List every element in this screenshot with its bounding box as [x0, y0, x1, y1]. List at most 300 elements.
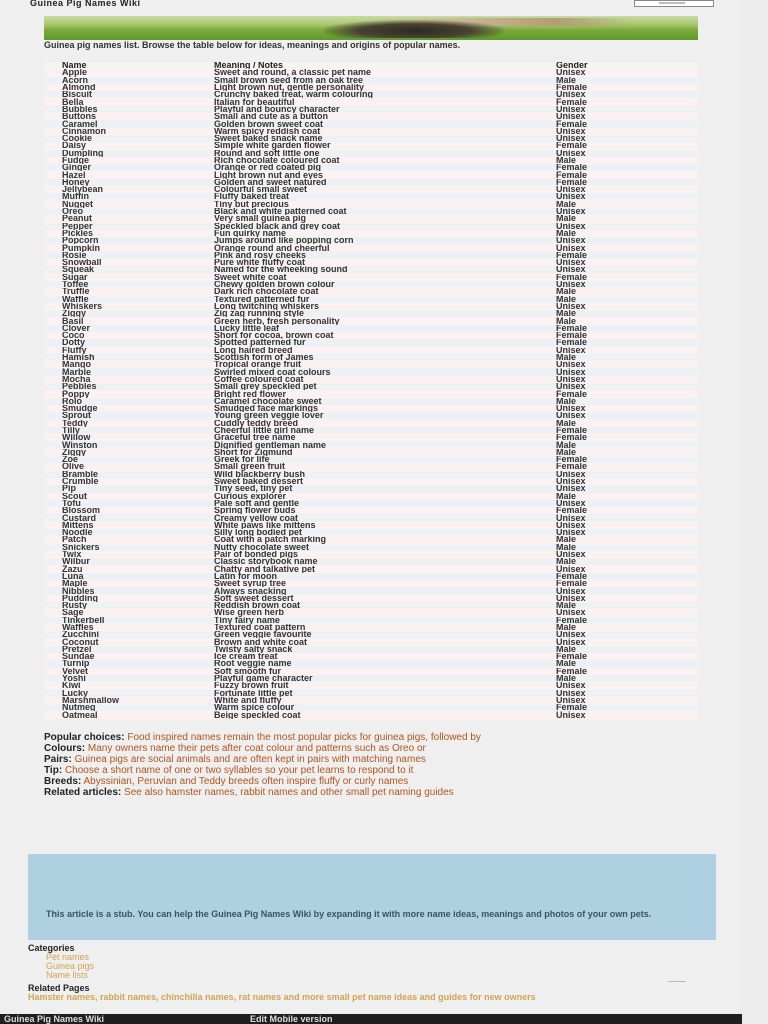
cell-gender: Female	[556, 668, 698, 675]
cell-meaning: Silly long bodied pet	[214, 529, 556, 536]
table-row	[44, 507, 698, 514]
cell-name[interactable]: Snowball	[44, 259, 214, 266]
cell-gender: Female	[556, 98, 698, 105]
cell-gender: Female	[556, 427, 698, 434]
cell-name[interactable]: Truffle	[44, 288, 214, 295]
cell-gender: Female	[556, 580, 698, 587]
cell-meaning: Golden brown sweet coat	[214, 120, 556, 127]
cell-gender: Unisex	[556, 697, 698, 704]
cell-gender: Unisex	[556, 638, 698, 645]
cell-gender: Female	[556, 339, 698, 346]
footer-bar	[0, 1014, 742, 1024]
cell-meaning: White paws like mittens	[214, 522, 556, 529]
cell-meaning: Green herb, fresh personality	[214, 317, 556, 324]
note-label: Tip:	[44, 765, 63, 776]
table-row	[44, 514, 698, 521]
cell-meaning: Cheerful little girl name	[214, 427, 556, 434]
header-banner-image	[44, 16, 698, 40]
cell-meaning: Brown and white coat	[214, 638, 556, 645]
note-text[interactable]: Choose a short name of one or two syllables so your pet learns to respond to it	[64, 765, 414, 776]
cell-name[interactable]: Dumpling	[44, 150, 214, 157]
cell-gender: Female	[556, 704, 698, 711]
cell-gender: Unisex	[556, 128, 698, 135]
cell-name[interactable]: Toffee	[44, 281, 214, 288]
note-text[interactable]: Abyssinian, Peruvian and Teddy breeds often inspire fluffy or curly names	[83, 776, 409, 787]
cell-name[interactable]: Yoshi	[44, 675, 214, 682]
cell-name[interactable]: Basil	[44, 317, 214, 324]
table-row	[44, 171, 698, 178]
cell-name[interactable]: Bramble	[44, 471, 214, 478]
cell-name[interactable]: Zoe	[44, 456, 214, 463]
site-title[interactable]: Guinea Pig Names Wiki	[30, 0, 141, 8]
cell-gender: Female	[556, 142, 698, 149]
cell-gender: Male	[556, 317, 698, 324]
cell-name[interactable]: Fudge	[44, 157, 214, 164]
cell-meaning: Pure white fluffy coat	[214, 259, 556, 266]
cell-name[interactable]: Ziggy	[44, 310, 214, 317]
cell-name[interactable]: Mango	[44, 361, 214, 368]
cell-gender: Unisex	[556, 368, 698, 375]
cell-meaning: Wise green herb	[214, 609, 556, 616]
cell-meaning: Soft smooth fur	[214, 668, 556, 675]
note-item	[44, 776, 684, 787]
cell-gender: Male	[556, 157, 698, 164]
cell-name[interactable]: Pepper	[44, 223, 214, 230]
table-row	[44, 463, 698, 470]
cell-name[interactable]: Cinnamon	[44, 128, 214, 135]
table-row	[44, 179, 698, 186]
table-row	[44, 617, 698, 624]
table-row	[44, 558, 698, 565]
cell-gender: Unisex	[556, 529, 698, 536]
table-row	[44, 529, 698, 536]
table-row	[44, 113, 698, 120]
cell-name[interactable]: Dotty	[44, 339, 214, 346]
cell-meaning: Warm spicy reddish coat	[214, 128, 556, 135]
cell-gender: Unisex	[556, 522, 698, 529]
cell-name[interactable]: Daisy	[44, 142, 214, 149]
cell-meaning: Twisty salty snack	[214, 646, 556, 653]
cell-name[interactable]: Pebbles	[44, 383, 214, 390]
cell-gender: Male	[556, 493, 698, 500]
table-row	[44, 631, 698, 638]
cell-name[interactable]: Tilly	[44, 427, 214, 434]
cell-meaning: Playful game character	[214, 675, 556, 682]
table-row	[44, 536, 698, 543]
table-row	[44, 303, 698, 310]
cell-gender: Unisex	[556, 361, 698, 368]
cell-meaning: Caramel chocolate sweet	[214, 398, 556, 405]
table-row	[44, 595, 698, 602]
cell-meaning: Young green veggie lover	[214, 412, 556, 419]
cell-name[interactable]: Sundae	[44, 653, 214, 660]
cell-name[interactable]: Maple	[44, 580, 214, 587]
cell-gender: Unisex	[556, 69, 698, 76]
cell-name[interactable]: Smudge	[44, 405, 214, 412]
cell-meaning: Chatty and talkative pet	[214, 565, 556, 572]
cell-name[interactable]: Snickers	[44, 544, 214, 551]
search-input[interactable]	[634, 0, 714, 7]
table-row	[44, 325, 698, 332]
table-row	[44, 383, 698, 390]
cell-gender: Unisex	[556, 565, 698, 572]
cell-name[interactable]: Hamish	[44, 354, 214, 361]
note-text[interactable]: Food inspired names remain the most popular picks for guinea pigs, followed by	[127, 732, 481, 743]
cell-gender: Female	[556, 120, 698, 127]
table-row	[44, 580, 698, 587]
cell-name[interactable]: Ziggy	[44, 449, 214, 456]
cell-gender: Unisex	[556, 631, 698, 638]
cell-gender: Male	[556, 420, 698, 427]
cell-name[interactable]: Waffles	[44, 624, 214, 631]
cell-name[interactable]: Buttons	[44, 113, 214, 120]
cell-name[interactable]: Honey	[44, 179, 214, 186]
cell-name[interactable]: Marshmallow	[44, 697, 214, 704]
cell-name[interactable]: Coco	[44, 332, 214, 339]
cell-name[interactable]: Ginger	[44, 164, 214, 171]
cell-name[interactable]: Luna	[44, 573, 214, 580]
cell-meaning: Pair of bonded pigs	[214, 551, 556, 558]
table-row	[44, 128, 698, 135]
cell-name[interactable]: Zucchini	[44, 631, 214, 638]
cell-meaning: Curious explorer	[214, 493, 556, 500]
cell-gender: Unisex	[556, 471, 698, 478]
cell-gender: Unisex	[556, 266, 698, 273]
cell-name[interactable]: Acorn	[44, 77, 214, 84]
note-item	[44, 787, 684, 798]
cell-name[interactable]: Muffin	[44, 193, 214, 200]
cell-name[interactable]: Olive	[44, 463, 214, 470]
cell-name[interactable]: Pudding	[44, 595, 214, 602]
cell-meaning: Greek for life	[214, 456, 556, 463]
cell-meaning: Fortunate little pet	[214, 690, 556, 697]
table-row	[44, 120, 698, 127]
cell-name[interactable]: Fluffy	[44, 347, 214, 354]
cell-gender: Unisex	[556, 405, 698, 412]
cell-meaning: Round and soft little one	[214, 150, 556, 157]
cell-name[interactable]: Lucky	[44, 690, 214, 697]
table-row	[44, 186, 698, 193]
cell-meaning: Spotted patterned fur	[214, 339, 556, 346]
cell-gender: Unisex	[556, 595, 698, 602]
table-row	[44, 638, 698, 645]
cell-gender: Unisex	[556, 150, 698, 157]
table-row	[44, 427, 698, 434]
cell-meaning: Small grey speckled pet	[214, 383, 556, 390]
cell-meaning: Zig zag running style	[214, 310, 556, 317]
banner-subject	[324, 20, 504, 38]
cell-name[interactable]: Scout	[44, 493, 214, 500]
cell-name[interactable]: Whiskers	[44, 303, 214, 310]
note-label: Pairs:	[44, 754, 72, 765]
cell-name[interactable]: Oatmeal	[44, 711, 214, 718]
cell-name[interactable]: Noodle	[44, 529, 214, 536]
table-row	[44, 237, 698, 244]
table-row	[44, 135, 698, 142]
cell-name[interactable]: Pumpkin	[44, 244, 214, 251]
cell-meaning: Fuzzy brown fruit	[214, 682, 556, 689]
cell-gender: Female	[556, 171, 698, 178]
cell-meaning: Textured patterned fur	[214, 296, 556, 303]
stub-notice-box	[28, 854, 716, 940]
cell-name[interactable]: Popcorn	[44, 237, 214, 244]
cell-name[interactable]: Peanut	[44, 215, 214, 222]
cell-meaning: Ice cream treat	[214, 653, 556, 660]
cell-gender: Unisex	[556, 237, 698, 244]
cell-name[interactable]: Tinkerbell	[44, 617, 214, 624]
cell-name[interactable]: Clover	[44, 325, 214, 332]
table-row	[44, 266, 698, 273]
cell-name[interactable]: Twix	[44, 551, 214, 558]
table-row	[44, 368, 698, 375]
cell-name[interactable]: Tofu	[44, 500, 214, 507]
cell-gender: Unisex	[556, 303, 698, 310]
cell-gender: Male	[556, 602, 698, 609]
cell-meaning: Playful and bouncy character	[214, 106, 556, 113]
related-pages-links[interactable]: Hamster names, rabbit names, chinchilla names, rat names and more small pet name ideas and guides for new owners	[28, 992, 536, 1002]
cell-meaning: Sweet syrup tree	[214, 580, 556, 587]
table-row	[44, 711, 698, 718]
table-row	[44, 646, 698, 653]
cell-meaning: Fun quirky name	[214, 230, 556, 237]
related-pages-heading: Related Pages	[28, 983, 90, 993]
table-row	[44, 653, 698, 660]
cell-meaning: Always snacking	[214, 587, 556, 594]
table-row	[44, 587, 698, 594]
note-text[interactable]: Guinea pigs are social animals and are often kept in pairs with matching names	[74, 754, 426, 765]
table-row	[44, 193, 698, 200]
cell-name[interactable]: Sugar	[44, 274, 214, 281]
table-row	[44, 493, 698, 500]
cell-name[interactable]: Coconut	[44, 638, 214, 645]
cell-name[interactable]: Willow	[44, 434, 214, 441]
category-link[interactable]: Pet names	[46, 952, 90, 962]
table-row	[44, 244, 698, 251]
cell-name[interactable]: Biscuit	[44, 91, 214, 98]
cell-meaning: Rich chocolate coloured coat	[214, 157, 556, 164]
divider	[668, 981, 686, 982]
cell-gender: Female	[556, 456, 698, 463]
cell-name[interactable]: Hazel	[44, 171, 214, 178]
column-header-name: Name	[44, 62, 214, 69]
cell-gender: Unisex	[556, 259, 698, 266]
cell-meaning: Green veggie favourite	[214, 631, 556, 638]
table-row	[44, 456, 698, 463]
cell-gender: Female	[556, 164, 698, 171]
cell-gender: Unisex	[556, 91, 698, 98]
cell-gender: Unisex	[556, 711, 698, 718]
cell-meaning: Small brown seed from an oak tree	[214, 77, 556, 84]
cell-gender: Male	[556, 398, 698, 405]
table-row	[44, 478, 698, 485]
cell-meaning: Coffee coloured coat	[214, 376, 556, 383]
cell-name[interactable]: Velvet	[44, 668, 214, 675]
table-row	[44, 682, 698, 689]
stub-notice-text: This article is a stub. You can help the Guinea Pig Names Wiki by expanding it with more name ideas, meanings and photos of your own pets.	[46, 909, 652, 919]
cell-name[interactable]: Waffle	[44, 296, 214, 303]
cell-name[interactable]: Sprout	[44, 412, 214, 419]
cell-gender: Female	[556, 84, 698, 91]
table-row	[44, 332, 698, 339]
table-row	[44, 157, 698, 164]
cell-name[interactable]: Mittens	[44, 522, 214, 529]
cell-gender: Male	[556, 77, 698, 84]
cell-name[interactable]: Teddy	[44, 420, 214, 427]
cell-name[interactable]: Nutmeg	[44, 704, 214, 711]
table-row	[44, 420, 698, 427]
cell-name[interactable]: Rusty	[44, 602, 214, 609]
table-row	[44, 551, 698, 558]
cell-name[interactable]: Cookie	[44, 135, 214, 142]
cell-gender: Unisex	[556, 135, 698, 142]
cell-meaning: Smudged face markings	[214, 405, 556, 412]
table-row	[44, 573, 698, 580]
cell-name[interactable]: Blossom	[44, 507, 214, 514]
cell-name[interactable]: Kiwi	[44, 682, 214, 689]
cell-name[interactable]: Bubbles	[44, 106, 214, 113]
table-row	[44, 310, 698, 317]
category-link[interactable]: Guinea pigs	[46, 961, 95, 971]
cell-gender: Unisex	[556, 106, 698, 113]
cell-meaning: Lucky little leaf	[214, 325, 556, 332]
table-row	[44, 660, 698, 667]
cell-name[interactable]: Rosie	[44, 252, 214, 259]
cell-gender: Unisex	[556, 193, 698, 200]
cell-meaning: Sweet baked dessert	[214, 478, 556, 485]
category-link[interactable]: Name lists	[46, 970, 89, 980]
cell-meaning: Short for cocoa, brown coat	[214, 332, 556, 339]
cell-name[interactable]: Squeak	[44, 266, 214, 273]
cell-meaning: Black and white patterned coat	[214, 208, 556, 215]
table-row	[44, 91, 698, 98]
cell-gender: Female	[556, 653, 698, 660]
footer-site-link[interactable]: Guinea Pig Names Wiki	[4, 1014, 104, 1024]
table-row	[44, 704, 698, 711]
cell-meaning: Long haired breed	[214, 347, 556, 354]
cell-gender: Male	[556, 536, 698, 543]
cell-gender: Female	[556, 390, 698, 397]
cell-meaning: Bright red flower	[214, 390, 556, 397]
column-header-meaning: Meaning / Notes	[214, 62, 556, 69]
table-row	[44, 69, 698, 76]
footer-edit-link[interactable]: Edit Mobile version	[250, 1014, 333, 1024]
cell-name[interactable]: Almond	[44, 84, 214, 91]
table-row	[44, 339, 698, 346]
cell-meaning: Scottish form of James	[214, 354, 556, 361]
cell-meaning: Sweet white coat	[214, 274, 556, 281]
cell-meaning: Sweet and round, a classic pet name	[214, 69, 556, 76]
cell-gender: Male	[556, 624, 698, 631]
cell-meaning: Root veggie name	[214, 660, 556, 667]
cell-name[interactable]: Crumble	[44, 478, 214, 485]
cell-name[interactable]: Apple	[44, 69, 214, 76]
note-text[interactable]: Many owners name their pets after coat colour and patterns such as Oreo or	[87, 743, 426, 754]
cell-gender: Unisex	[556, 113, 698, 120]
cell-name[interactable]: Patch	[44, 536, 214, 543]
intro-text	[44, 42, 698, 49]
cell-name[interactable]: Caramel	[44, 120, 214, 127]
cell-gender: Female	[556, 617, 698, 624]
table-row	[44, 697, 698, 704]
cell-name[interactable]: Custard	[44, 514, 214, 521]
cell-name[interactable]: Nugget	[44, 201, 214, 208]
cell-gender: Male	[556, 230, 698, 237]
note-text[interactable]: See also hamster names, rabbit names and other small pet naming guides	[124, 787, 454, 798]
cell-gender: Male	[556, 660, 698, 667]
cell-gender: Unisex	[556, 485, 698, 492]
cell-gender: Male	[556, 354, 698, 361]
table-row	[44, 354, 698, 361]
cell-name[interactable]: Nibbles	[44, 587, 214, 594]
cell-name[interactable]: Marble	[44, 368, 214, 375]
cell-gender: Unisex	[556, 244, 698, 251]
cell-meaning: Sweet baked snack name	[214, 135, 556, 142]
cell-name[interactable]: Pretzel	[44, 646, 214, 653]
table-row	[44, 565, 698, 572]
table-row	[44, 259, 698, 266]
cell-meaning: Small green fruit	[214, 463, 556, 470]
cell-name[interactable]: Zazu	[44, 565, 214, 572]
note-label: Colours:	[44, 743, 86, 754]
cell-name[interactable]: Turnip	[44, 660, 214, 667]
cell-name[interactable]: Pip	[44, 485, 214, 492]
note-item	[44, 743, 684, 754]
cell-gender: Unisex	[556, 412, 698, 419]
notes-section	[44, 732, 684, 798]
column-header-gender: Gender	[556, 62, 698, 69]
cell-meaning: Dignified gentleman name	[214, 441, 556, 448]
table-row	[44, 624, 698, 631]
cell-meaning: Light brown nut, gentle personality	[214, 84, 556, 91]
cell-name[interactable]: Poppy	[44, 390, 214, 397]
cell-meaning: Light brown nut and eyes	[214, 171, 556, 178]
cell-name[interactable]: Mocha	[44, 376, 214, 383]
cell-meaning: Beige speckled coat	[214, 711, 556, 718]
cell-meaning: Italian for beautiful	[214, 98, 556, 105]
cell-gender: Female	[556, 325, 698, 332]
cell-name[interactable]: Winston	[44, 441, 214, 448]
cell-meaning: Pink and rosy cheeks	[214, 252, 556, 259]
table-row	[44, 98, 698, 105]
cell-gender: Unisex	[556, 347, 698, 354]
table-row	[44, 390, 698, 397]
cell-gender: Unisex	[556, 223, 698, 230]
table-row	[44, 84, 698, 91]
cell-gender: Male	[556, 449, 698, 456]
cell-name[interactable]: Rolo	[44, 398, 214, 405]
cell-meaning: Orange or red coated pig	[214, 164, 556, 171]
cell-meaning: White and fluffy	[214, 697, 556, 704]
cell-name[interactable]: Sage	[44, 609, 214, 616]
table-row	[44, 208, 698, 215]
cell-meaning: Classic storybook name	[214, 558, 556, 565]
cell-gender: Female	[556, 274, 698, 281]
note-label: Related articles:	[44, 787, 122, 798]
top-bar	[30, 0, 720, 14]
categories-section	[28, 944, 328, 980]
cell-name[interactable]: Pickles	[44, 230, 214, 237]
cell-gender: Unisex	[556, 376, 698, 383]
cell-meaning: Latin for moon	[214, 573, 556, 580]
cell-meaning: Long twitching whiskers	[214, 303, 556, 310]
cell-meaning: Jumps around like popping corn	[214, 237, 556, 244]
intro-paragraph: Guinea pig names list. Browse the table below for ideas, meanings and origins of popular names.	[44, 40, 461, 50]
cell-name[interactable]: Wilbur	[44, 558, 214, 565]
cell-name[interactable]: Oreo	[44, 208, 214, 215]
cell-name[interactable]: Bella	[44, 98, 214, 105]
cell-name[interactable]: Jellybean	[44, 186, 214, 193]
note-item	[44, 765, 684, 776]
